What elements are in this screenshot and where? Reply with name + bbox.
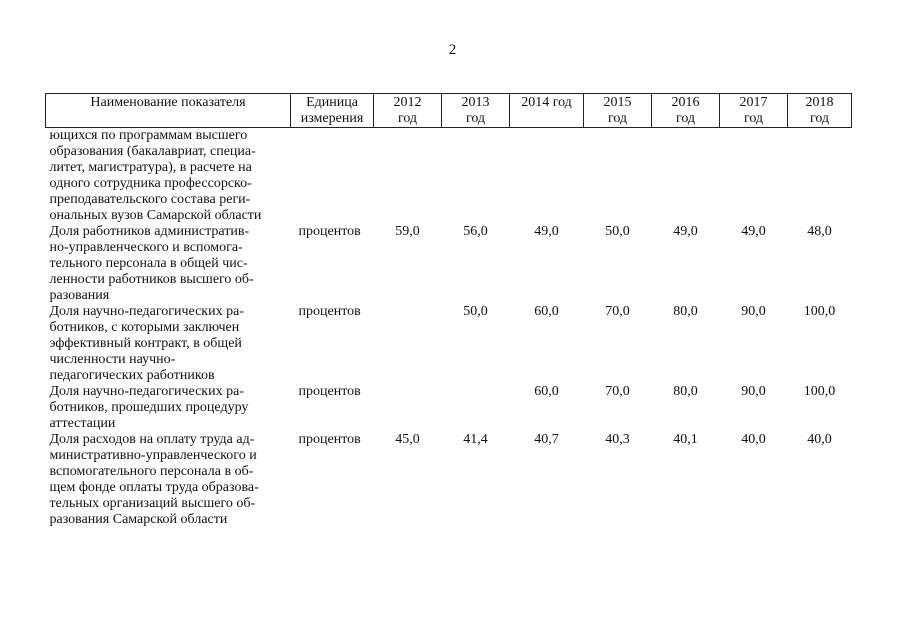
indicator-name-line: литет, магистратура), в расчете на <box>49 160 252 175</box>
indicator-name <box>46 432 291 528</box>
indicator-value: 90,0 <box>741 384 766 399</box>
indicator-name-line: Доля работников административ- <box>49 224 250 239</box>
indicator-value: 48,0 <box>807 224 832 239</box>
header-year-2016 <box>652 94 720 128</box>
header-year-2013 <box>442 94 510 128</box>
table-row <box>46 128 852 225</box>
header-year-line2: год <box>465 111 486 126</box>
indicator-name-line: вспомогательного персонала в об- <box>49 464 254 479</box>
header-year-line1: 2014 год <box>521 95 572 110</box>
indicator-value: 59,0 <box>395 224 420 239</box>
header-unit-line2: измерения <box>300 111 364 126</box>
indicator-name-line: тельного персонала в общей чис- <box>49 256 248 271</box>
indicator-value: 70,0 <box>605 384 630 399</box>
indicator-name-line: численности научно- <box>49 352 176 367</box>
indicator-name-line: аттестации <box>49 416 116 431</box>
header-year-line1: 2012 <box>393 95 422 110</box>
indicator-value <box>374 304 442 384</box>
indicator-value <box>584 128 652 225</box>
indicator-name-line: разования <box>49 288 110 303</box>
indicator-name-line: ленности работников высшего об- <box>49 272 254 287</box>
indicator-value: 80,0 <box>673 384 698 399</box>
indicator-name-line: тельных организаций высшего об- <box>49 496 256 511</box>
indicator-name-line: щем фонде оплаты труда образова- <box>49 480 259 495</box>
indicator-value <box>374 128 442 225</box>
indicator-value: 60,0 <box>534 304 559 319</box>
indicator-value: 49,0 <box>534 224 559 239</box>
indicator-unit: процентов <box>298 304 361 319</box>
header-year-2014 <box>510 94 584 128</box>
indicators-table <box>45 93 852 528</box>
header-year-line1: 2017 <box>739 95 768 110</box>
table-body <box>46 128 852 529</box>
indicator-value: 40,3 <box>605 432 630 447</box>
indicator-value <box>442 384 510 432</box>
header-year-line2: год <box>607 111 628 126</box>
indicator-name <box>46 304 291 384</box>
indicator-name-line: министративно-управленческого и <box>49 448 257 463</box>
header-year-2017 <box>720 94 788 128</box>
indicator-value: 80,0 <box>673 304 698 319</box>
table-header-row <box>46 94 852 128</box>
header-year-line1: 2018 <box>805 95 834 110</box>
header-year-line2: год <box>809 111 830 126</box>
header-year-line1: 2016 <box>671 95 700 110</box>
header-year-2018 <box>788 94 852 128</box>
indicator-value: 90,0 <box>741 304 766 319</box>
indicator-value: 45,0 <box>395 432 420 447</box>
indicator-name-line: разования Самарской области <box>49 512 228 527</box>
indicator-name <box>46 128 291 225</box>
indicator-name-line: Доля расходов на оплату труда ад- <box>49 432 255 447</box>
table-row <box>46 224 852 304</box>
indicator-name-line: ональных вузов Самарской области <box>49 208 262 223</box>
indicator-value: 100,0 <box>803 304 836 319</box>
indicator-value: 50,0 <box>463 304 488 319</box>
header-year-2015 <box>584 94 652 128</box>
indicator-unit: процентов <box>298 224 361 239</box>
indicator-value <box>374 384 442 432</box>
indicator-name <box>46 384 291 432</box>
indicator-value: 100,0 <box>803 384 836 399</box>
indicator-name-line: Доля научно-педагогических ра- <box>49 304 244 319</box>
indicator-value: 40,0 <box>807 432 832 447</box>
header-year-line2: год <box>397 111 418 126</box>
indicator-value <box>788 128 852 225</box>
header-unit-line1: Единица <box>306 95 358 110</box>
header-year-line1: 2015 <box>603 95 632 110</box>
header-unit <box>291 94 374 128</box>
indicator-value <box>720 128 788 225</box>
indicator-value <box>442 128 510 225</box>
indicator-value <box>510 128 584 225</box>
header-year-line2: год <box>675 111 696 126</box>
indicator-name-line: образования (бакалавриат, специа- <box>49 144 256 159</box>
indicator-name-line: Доля научно-педагогических ра- <box>49 384 244 399</box>
indicator-unit <box>291 128 374 225</box>
indicator-value: 50,0 <box>605 224 630 239</box>
header-year-line1: 2013 <box>461 95 490 110</box>
indicator-value: 60,0 <box>534 384 559 399</box>
indicator-value: 41,4 <box>463 432 488 447</box>
indicator-value <box>652 128 720 225</box>
indicator-name-line: преподавательского состава реги- <box>49 192 251 207</box>
indicator-name-line: ботников, с которыми заключен <box>49 320 240 335</box>
indicator-name <box>46 224 291 304</box>
indicator-value: 40,7 <box>534 432 559 447</box>
indicator-name-line: ботников, прошедших процедуру <box>49 400 249 415</box>
header-name-text: Наименование показателя <box>90 95 246 110</box>
indicator-value: 70,0 <box>605 304 630 319</box>
header-year-2012 <box>374 94 442 128</box>
header-name <box>46 94 291 128</box>
indicator-unit: процентов <box>298 432 361 447</box>
table-row <box>46 432 852 528</box>
indicator-name-line: педагогических работников <box>49 368 215 383</box>
header-year-line2: год <box>743 111 764 126</box>
table-row <box>46 384 852 432</box>
indicator-name-line: но-управленческого и вспомога- <box>49 240 243 255</box>
indicator-name-line: одного сотрудника профессорско- <box>49 176 252 191</box>
indicator-value: 56,0 <box>463 224 488 239</box>
indicator-value: 40,1 <box>673 432 698 447</box>
page-number: 2 <box>448 42 457 58</box>
indicator-value: 49,0 <box>741 224 766 239</box>
table-row <box>46 304 852 384</box>
indicator-value: 40,0 <box>741 432 766 447</box>
indicator-value: 49,0 <box>673 224 698 239</box>
indicator-unit: процентов <box>298 384 361 399</box>
indicator-name-line: эффективный контракт, в общей <box>49 336 242 351</box>
indicator-name-line: ющихся по программам высшего <box>49 128 248 143</box>
